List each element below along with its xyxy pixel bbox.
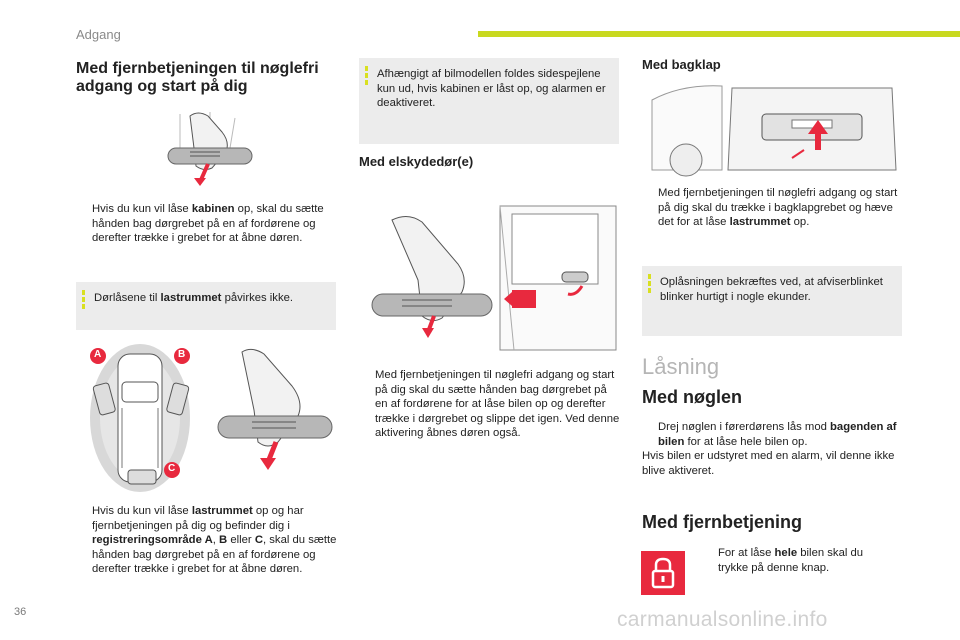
hand-door-handle-icon [212, 346, 336, 476]
sliding-door-icon [362, 200, 622, 356]
tailgate-icon [642, 80, 904, 180]
zone-a-label: A [94, 349, 102, 360]
text: for at låse hele bilen op. [684, 435, 808, 448]
text: påvirkes ikke. [221, 292, 294, 304]
bullet-sliding-door [359, 368, 621, 441]
text-bold: bagenden af bilen [658, 421, 897, 448]
bullet-marker [642, 186, 658, 230]
text-bold: lastrummet [729, 216, 791, 228]
heading-with-key: Med nøglen [642, 387, 742, 407]
text-bold: C [254, 534, 263, 546]
text-bold: B [219, 534, 228, 546]
note-box-confirmation [642, 266, 902, 336]
text: Med fjernbetjeningen til nøglefri adgang og start på dig skal du sætte hånden bag dørgrebet på en af fordørene for at låse bilen op og derefter trække i dørgrebet og slippe det igen. Ved denne aktivering åbnes døren også. [375, 369, 620, 439]
heading-tailgate: Med bagklap [642, 57, 721, 72]
text-bold: lastrummet [191, 505, 253, 517]
padlock-icon [641, 551, 685, 595]
section-title-locking: Låsning [642, 354, 720, 379]
header-accent-bar [478, 31, 960, 37]
bullet-tailgate [642, 186, 904, 230]
text: op og har fjernbetjeningen på dig og befinder dig i [92, 505, 304, 532]
bullet-key [642, 420, 904, 449]
bullet-remote [702, 546, 892, 575]
bullet-marker [359, 368, 375, 441]
bullet-marker [76, 504, 92, 577]
text: Drej nøglen i førerdørens lås mod [658, 421, 831, 433]
page-number: 36 [14, 606, 27, 618]
text: Hvis du kun vil låse [92, 505, 192, 517]
note-bar [365, 66, 368, 87]
note-text: Oplåsningen bekræftes ved, at afviserblinket blinker hurtigt i nogle ekunder. [660, 276, 883, 303]
bullet-marker [702, 546, 718, 575]
text-bold: registreringsområde A [92, 534, 213, 546]
note-box-cargo-locks [76, 282, 336, 330]
text: bilen skal du trykke på denne knap. [718, 547, 864, 574]
text: eller [227, 534, 255, 546]
hand-door-handle-icon [160, 108, 260, 188]
zone-c-label: C [168, 463, 176, 474]
note-text: Afhængigt af bilmodellen foldes sidespejlene kun ud, hvis kabinen er låst op, og alarmen er deaktiveret. [377, 68, 606, 109]
text: For at låse [718, 547, 775, 559]
lock-button[interactable] [641, 551, 685, 595]
note-bar [82, 290, 85, 311]
text: op, skal du sætte hånden bag dørgrebet på en af fordørene og derefter trække i grebet for at åbne døren. [92, 203, 324, 244]
bullet-unlock-cargo [76, 504, 338, 577]
bullet-marker [642, 420, 658, 449]
watermark: carmanualsonline.info [617, 608, 828, 631]
heading-keyless: Med fjernbetjeningen til nøglefri adgang og start på dig [76, 60, 319, 95]
heading-sliding-door: Med elskydedør(e) [359, 154, 474, 169]
text-bold: hele [774, 547, 798, 559]
paragraph-alarm: Hvis bilen er udstyret med en alarm, vil denne ikke blive aktiveret. [642, 450, 895, 477]
bullet-marker [76, 202, 92, 246]
note-text [94, 291, 328, 306]
text: Hvis du kun vil låse [92, 203, 192, 215]
text: , skal du sætte hånden bag dørgrebet på en af fordørene og derefter trække i grebet for at åbne døren. [92, 534, 337, 575]
note-bar [648, 274, 651, 295]
bullet-unlock-cabin [76, 202, 338, 246]
text-bold: lastrummet [160, 292, 222, 304]
text: Dørlåsene til [94, 292, 161, 304]
text: , [212, 534, 220, 546]
heading-with-remote: Med fjernbetjening [642, 512, 803, 532]
text-bold: kabinen [191, 203, 235, 215]
note-box-mirrors [359, 58, 619, 144]
zone-b-label: B [178, 349, 186, 360]
text: op. [790, 216, 810, 228]
section-label: Adgang [76, 27, 121, 42]
vehicle-zones-icon [84, 338, 202, 498]
text: Med fjernbetjeningen til nøglefri adgang og start på dig skal du trække i bagklapgrebet og hæve det for at låse [658, 187, 898, 228]
